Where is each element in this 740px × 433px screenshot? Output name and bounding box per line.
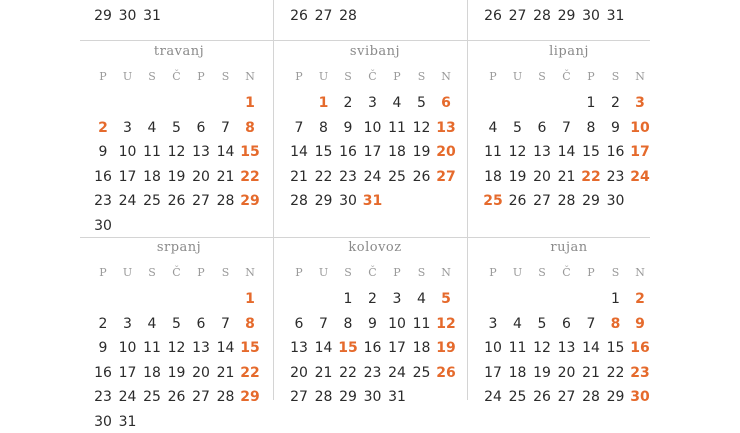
day-number: 26 <box>412 168 431 185</box>
day-number: 18 <box>143 364 161 381</box>
day-number: 22 <box>240 364 260 381</box>
day-number: 13 <box>557 340 576 356</box>
day-number: 29 <box>94 8 112 24</box>
day-number: 26 <box>290 8 308 24</box>
day-number: 2 <box>368 291 377 307</box>
weekday-header: P <box>197 266 205 279</box>
day-number: 23 <box>339 168 357 185</box>
day-number: 19 <box>412 144 431 160</box>
day-number: 8 <box>610 315 621 332</box>
day-number: 23 <box>630 364 650 381</box>
day-number: 4 <box>147 119 157 136</box>
weekday-header: P <box>587 266 595 279</box>
day-number: 17 <box>363 144 382 160</box>
day-number: 6 <box>537 119 547 136</box>
day-number: 3 <box>635 95 645 111</box>
day-number: 18 <box>508 364 527 381</box>
day-number: 27 <box>508 8 527 24</box>
day-number: 28 <box>339 8 357 24</box>
day-number: 19 <box>508 168 527 185</box>
day-number: 30 <box>94 413 112 430</box>
day-number: 22 <box>240 168 260 185</box>
day-number: 14 <box>582 340 600 356</box>
day-number: 25 <box>143 193 161 209</box>
day-number: 3 <box>368 95 377 111</box>
day-number: 10 <box>363 119 382 136</box>
day-number: 17 <box>388 340 406 356</box>
day-number: 15 <box>240 144 260 160</box>
weekday-header: U <box>318 70 329 83</box>
weekday-header: S <box>538 70 546 83</box>
day-number: 17 <box>484 364 502 381</box>
day-number: 20 <box>436 144 456 160</box>
day-number: 20 <box>290 364 308 381</box>
weekday-header: S <box>417 70 426 83</box>
weekday-header: P <box>295 266 303 279</box>
day-number: 20 <box>533 168 551 185</box>
day-number: 27 <box>290 389 308 405</box>
day-number: 5 <box>441 291 451 307</box>
day-number: 24 <box>388 364 406 381</box>
day-number: 16 <box>339 144 357 160</box>
day-number: 30 <box>582 8 600 24</box>
day-number: 14 <box>557 144 576 160</box>
day-number: 14 <box>314 340 333 356</box>
day-number: 4 <box>392 95 402 111</box>
day-number: 26 <box>533 389 551 405</box>
day-number: 13 <box>533 144 551 160</box>
day-number: 3 <box>488 315 498 332</box>
day-number: 12 <box>167 340 186 356</box>
day-number: 27 <box>192 389 210 405</box>
weekday-header: P <box>99 70 107 83</box>
day-number: 12 <box>533 340 551 356</box>
day-number: 8 <box>586 119 596 136</box>
day-number: 22 <box>581 168 601 185</box>
day-number: 16 <box>94 364 112 381</box>
day-number: 3 <box>123 119 132 136</box>
day-number: 8 <box>245 315 255 332</box>
day-number: 11 <box>143 340 161 356</box>
day-number: 28 <box>533 8 551 24</box>
month-title: srpanj <box>156 240 202 255</box>
day-number: 28 <box>216 389 235 405</box>
weekday-header: S <box>538 266 546 279</box>
day-number: 21 <box>216 364 235 381</box>
day-number: 16 <box>606 144 625 160</box>
day-number: 11 <box>508 340 527 356</box>
day-number: 18 <box>484 168 502 185</box>
day-number: 8 <box>245 119 255 136</box>
day-number: 25 <box>508 389 527 405</box>
day-number: 16 <box>94 168 112 185</box>
day-number: 22 <box>606 364 625 381</box>
day-number: 13 <box>290 340 308 356</box>
weekday-header: U <box>512 70 523 83</box>
weekday-header: Č <box>562 70 571 83</box>
day-number: 3 <box>392 291 402 307</box>
day-number: 12 <box>508 144 527 160</box>
day-number: 9 <box>635 315 645 332</box>
day-number: 16 <box>363 340 382 356</box>
day-number: 27 <box>436 168 456 185</box>
day-number: 4 <box>513 315 522 332</box>
day-number: 27 <box>557 389 576 405</box>
day-number: 8 <box>343 315 353 332</box>
day-number: 19 <box>436 340 456 356</box>
day-number: 1 <box>586 95 596 111</box>
weekday-header: S <box>344 70 352 83</box>
day-number: 5 <box>537 315 547 332</box>
day-number: 10 <box>630 119 650 136</box>
day-number: 17 <box>630 144 650 160</box>
day-number: 14 <box>290 144 308 160</box>
day-number: 25 <box>388 168 406 185</box>
day-number: 8 <box>319 119 328 136</box>
weekday-header: Č <box>172 266 181 279</box>
day-number: 15 <box>338 340 358 356</box>
day-number: 20 <box>192 364 210 381</box>
day-number: 13 <box>192 340 210 356</box>
day-number: 10 <box>118 340 137 356</box>
day-number: 26 <box>167 389 186 405</box>
day-number: 6 <box>562 315 571 332</box>
day-number: 4 <box>147 315 157 332</box>
day-number: 13 <box>436 119 456 136</box>
day-number: 2 <box>343 95 353 111</box>
weekday-header: S <box>148 70 156 83</box>
day-number: 11 <box>388 119 406 136</box>
day-number: 23 <box>94 389 112 405</box>
weekday-header: Č <box>172 70 181 83</box>
day-number: 29 <box>314 193 333 209</box>
day-number: 7 <box>294 119 304 136</box>
day-number: 21 <box>557 168 576 185</box>
day-number: 6 <box>441 95 451 111</box>
day-number: 1 <box>245 95 255 111</box>
day-number: 7 <box>319 315 328 332</box>
weekday-header: S <box>221 70 230 83</box>
day-number: 5 <box>417 95 426 111</box>
day-number: 6 <box>294 315 304 332</box>
weekday-header: P <box>489 266 497 279</box>
day-number: 25 <box>143 389 161 405</box>
day-number: 27 <box>314 8 333 24</box>
day-number: 29 <box>557 8 576 24</box>
day-number: 3 <box>123 315 132 332</box>
day-number: 5 <box>172 119 181 136</box>
day-number: 21 <box>290 168 308 185</box>
day-number: 21 <box>314 364 333 381</box>
weekday-header: N <box>245 266 255 279</box>
day-number: 29 <box>582 193 600 209</box>
day-number: 30 <box>630 389 650 405</box>
day-number: 23 <box>606 168 625 185</box>
day-number: 25 <box>412 364 431 381</box>
weekday-header: S <box>344 266 352 279</box>
weekday-header: N <box>441 266 451 279</box>
weekday-header: S <box>611 266 620 279</box>
weekday-header: N <box>245 70 255 83</box>
weekday-header: S <box>221 266 230 279</box>
day-number: 16 <box>630 340 650 356</box>
weekday-header: N <box>441 70 451 83</box>
day-number: 7 <box>586 315 596 332</box>
day-number: 11 <box>143 144 161 160</box>
day-number: 31 <box>388 389 406 405</box>
day-number: 26 <box>167 193 186 209</box>
weekday-header: N <box>635 266 645 279</box>
day-number: 30 <box>363 389 382 405</box>
day-number: 29 <box>240 389 260 405</box>
month-title: rujan <box>550 240 588 255</box>
column-divider <box>467 0 468 400</box>
day-number: 12 <box>436 315 456 332</box>
day-number: 10 <box>118 144 137 160</box>
weekday-header: U <box>318 266 329 279</box>
day-number: 24 <box>118 389 137 405</box>
day-number: 23 <box>363 364 382 381</box>
weekday-header: P <box>393 266 401 279</box>
day-number: 19 <box>167 168 186 185</box>
weekday-header: P <box>393 70 401 83</box>
weekday-header: P <box>197 70 205 83</box>
row-divider <box>80 237 650 238</box>
weekday-header: U <box>122 266 133 279</box>
day-number: 20 <box>557 364 576 381</box>
weekday-header: S <box>148 266 156 279</box>
day-number: 20 <box>192 168 210 185</box>
day-number: 19 <box>167 364 186 381</box>
day-number: 10 <box>484 340 502 356</box>
day-number: 11 <box>484 144 502 160</box>
day-number: 9 <box>343 119 353 136</box>
day-number: 9 <box>611 119 620 136</box>
day-number: 24 <box>363 168 382 185</box>
day-number: 1 <box>343 291 353 307</box>
day-number: 17 <box>118 364 137 381</box>
day-number: 5 <box>513 119 522 136</box>
day-number: 14 <box>216 340 235 356</box>
day-number: 30 <box>606 193 625 209</box>
day-number: 21 <box>216 168 235 185</box>
day-number: 15 <box>240 340 260 356</box>
month-title: travanj <box>153 44 205 59</box>
column-divider <box>273 0 274 400</box>
day-number: 24 <box>484 389 502 405</box>
day-number: 30 <box>339 193 357 209</box>
weekday-header: N <box>635 70 645 83</box>
day-number: 11 <box>412 315 431 332</box>
day-number: 21 <box>582 364 600 381</box>
day-number: 15 <box>582 144 600 160</box>
weekday-header: Č <box>368 266 377 279</box>
day-number: 13 <box>192 144 210 160</box>
day-number: 18 <box>412 340 431 356</box>
weekday-header: Č <box>562 266 571 279</box>
day-number: 28 <box>582 389 600 405</box>
day-number: 31 <box>143 8 161 24</box>
day-number: 12 <box>167 144 186 160</box>
day-number: 18 <box>143 168 161 185</box>
day-number: 22 <box>339 364 357 381</box>
day-number: 10 <box>388 315 406 332</box>
day-number: 26 <box>508 193 527 209</box>
day-number: 26 <box>436 364 456 381</box>
day-number: 6 <box>196 119 206 136</box>
day-number: 30 <box>118 8 137 24</box>
day-number: 26 <box>484 8 502 24</box>
day-number: 19 <box>533 364 551 381</box>
weekday-header: Č <box>368 70 377 83</box>
day-number: 27 <box>533 193 551 209</box>
day-number: 6 <box>196 315 206 332</box>
day-number: 15 <box>606 340 625 356</box>
day-number: 9 <box>98 340 108 356</box>
day-number: 9 <box>98 144 108 160</box>
day-number: 4 <box>488 119 498 136</box>
day-number: 5 <box>172 315 181 332</box>
month-title: kolovoz <box>348 240 402 255</box>
day-number: 28 <box>314 389 333 405</box>
weekday-header: P <box>489 70 497 83</box>
day-number: 29 <box>606 389 625 405</box>
day-number: 7 <box>562 119 571 136</box>
day-number: 4 <box>417 291 426 307</box>
day-number: 31 <box>606 8 625 24</box>
day-number: 22 <box>314 168 333 185</box>
day-number: 28 <box>557 193 576 209</box>
day-number: 17 <box>118 168 137 185</box>
day-number: 1 <box>611 291 620 307</box>
weekday-header: U <box>512 266 523 279</box>
day-number: 1 <box>245 291 255 307</box>
day-number: 31 <box>118 413 137 430</box>
weekday-header: S <box>417 266 426 279</box>
day-number: 14 <box>216 144 235 160</box>
row-divider <box>80 40 650 41</box>
day-number: 28 <box>216 193 235 209</box>
day-number: 28 <box>290 193 308 209</box>
day-number: 18 <box>388 144 406 160</box>
day-number: 24 <box>118 193 137 209</box>
day-number: 2 <box>98 315 108 332</box>
day-number: 30 <box>94 217 112 234</box>
month-title: svibanj <box>349 44 401 59</box>
day-number: 29 <box>339 389 357 405</box>
weekday-header: S <box>611 70 620 83</box>
day-number: 15 <box>314 144 333 160</box>
weekday-header: P <box>99 266 107 279</box>
day-number: 31 <box>362 193 383 209</box>
day-number: 24 <box>630 168 650 185</box>
day-number: 7 <box>221 315 230 332</box>
weekday-header: U <box>122 70 133 83</box>
weekday-header: P <box>295 70 303 83</box>
day-number: 7 <box>221 119 230 136</box>
day-number: 27 <box>192 193 210 209</box>
day-number: 2 <box>98 119 108 136</box>
day-number: 23 <box>94 193 112 209</box>
day-number: 25 <box>483 193 503 209</box>
day-number: 9 <box>368 315 377 332</box>
day-number: 12 <box>412 119 431 136</box>
day-number: 29 <box>240 193 260 209</box>
day-number: 2 <box>635 291 645 307</box>
day-number: 1 <box>318 95 329 111</box>
month-title: lipanj <box>549 44 589 59</box>
day-number: 2 <box>611 95 620 111</box>
weekday-header: P <box>587 70 595 83</box>
